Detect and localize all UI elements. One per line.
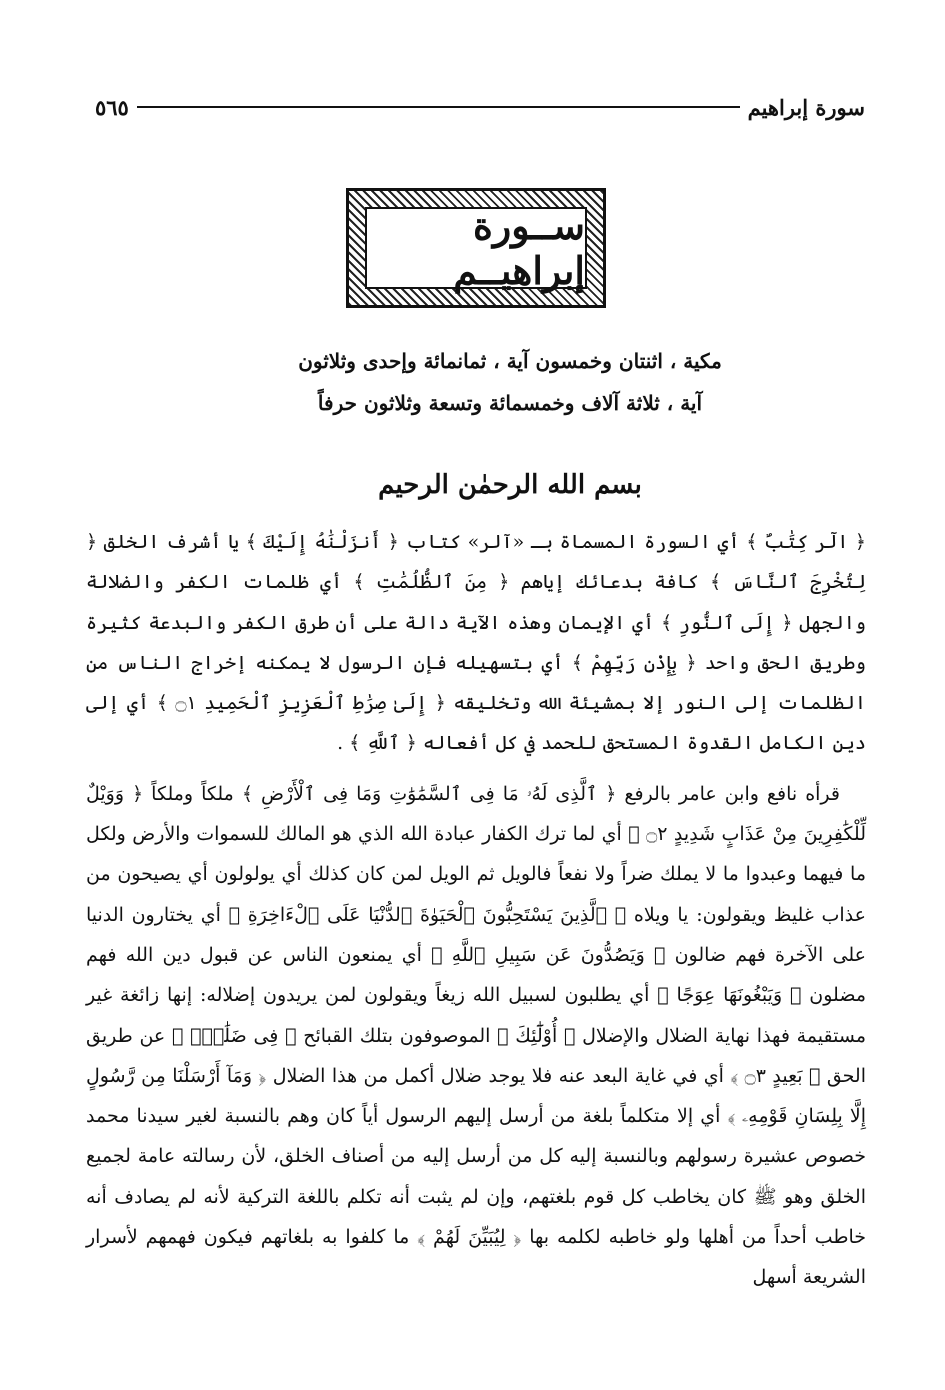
surah-info-line-2: آية ، ثلاثة آلاف وخمسمائة وتسعة وثلاثون حرفاً xyxy=(317,391,703,415)
ornamental-title-frame xyxy=(346,188,606,308)
commentary-body xyxy=(86,522,866,1298)
bismillah: بسم الله الرحمٰن الرحيم xyxy=(378,470,642,500)
running-header xyxy=(95,80,865,120)
surah-info-line-1: مكية ، اثنتان وخمسون آية ، ثمانمائة وإحدى وثلاثون xyxy=(298,349,722,373)
page-number: ٥٦٥ xyxy=(95,95,129,120)
paragraph-2: قرأه نافع وابن عامر بالرفع ﴿ ٱلَّذِى لَهُۥ مَا فِى ٱلسَّمَٰوَٰتِ وَمَا فِى ٱلْأَرْضِ ﴾ ملكاً وملكاً ﴿ وَوَيْلٌ لِّلْكَٰفِرِينَ مِنْ عَذَابٍ شَدِيدٍ ۝٢ ﴾ أي لما ترك الكفار عبادة الله الذي هو المالك للسموات والأرض ولكل ما فيهما وعبدوا ما لا يملك ضراً ولا نفعاً فالويل ثم الويل لمن كان كذلك أي يولولون أي يصيحون من عذاب غليظ ويقولون: يا ويلاه ﴿ ٱلَّذِينَ يَسْتَحِبُّونَ ٱلْحَيَوٰةَ ٱلدُّنْيَا عَلَى ٱلْءَاخِرَةِ ﴾ أي يختارون الدنيا على الآخرة فهم ضالون ﴿ وَيَصُدُّونَ عَن سَبِيلِ ٱللَّهِ ﴾ أي يمنعون الناس عن قبول دين الله فهم مضلون ﴿ وَيَبْغُونَهَا عِوَجًا ﴾ أي يطلبون لسبيل الله زيغاً ويقولون لمن يريدون إضلاله: إنها زائغة غير مستقيمة فهذا نهاية الضلال والإضلال ﴿ أُوْلَٰٓئِكَ ﴾ الموصوفون بتلك القبائح ﴿ فِى ضَلَٰلٍۭ ﴾ عن طريق الحق ﴿ بَعِيدٍ ۝٣ ﴾ أي في غاية البعد عنه فلا يوجد ضلال أكمل من هذا الضلال ﴿ وَمَآ أَرْسَلْنَا مِن رَّسُولٍ إِلَّا بِلِسَانِ قَوْمِهِۦ ﴾ أي إلا متكلماً بلغة من أرسل إليهم الرسول أياً كان وهم بالنسبة لغير سيدنا محمد خصوص عشيرة رسولهم وبالنسبة إليه كل من أرسل إليه من أصناف الخلق، لأن رسالته عامة لجميع الخلق وهو ﷺ كان يخاطب كل قوم بلغتهم، وإن لم يثبت أنه تكلم باللغة التركية لأنه لم يصادف أنه خاطب أحداً من أهلها ولو خاطبه لكلمه بها ﴿ لِيُبَيِّنَ لَهُمْ ﴾ ما كلفوا به بلغاتهم فيكون فهمهم لأسرار الشريعة أسهل xyxy=(86,782,866,1289)
surah-title: ســورة إبراهيــم xyxy=(453,203,585,293)
header-rule xyxy=(137,106,740,108)
title-box xyxy=(365,203,587,293)
paragraph-1: ﴿ الٓر كِتَٰبٌ ﴾ أي السورة المسماة بـ «آلر» كتاب ﴿ أَنزَلْنَٰهُ إِلَيْكَ ﴾ يا أشرف الخلق ﴿ لِتُخْرِجَ ٱلنَّاسَ ﴾ كافة بدعائك إياهم ﴿ مِنَ ٱلظُّلُمَٰتِ ﴾ أي ظلمات الكفر والضلالة والجهل ﴿ إِلَى ٱلنُّورِ ﴾ أي الإيمان وهذه الآية دالة على أن طرق الكفر والبدعة كثيرة وطريق الحق واحد ﴿ بِإِذْنِ رَبِّهِمْ ﴾ أي بتسهيله فإن الرسول لا يمكنه إخراج الناس من الظلمات إلى النور إلا بمشيئة الله وتخليقه ﴿ إِلَىٰ صِرَٰطِ ٱلْعَزِيزِ ٱلْحَمِيدِ ۝١ ﴾ أي إلى دين الكامل القدوة المستحق للحمد في كل أفعاله ﴿ ٱللَّهِ ﴾ . xyxy=(86,531,866,755)
surah-info xyxy=(150,340,870,424)
header-surah-name: سورة إبراهيم xyxy=(747,95,865,120)
